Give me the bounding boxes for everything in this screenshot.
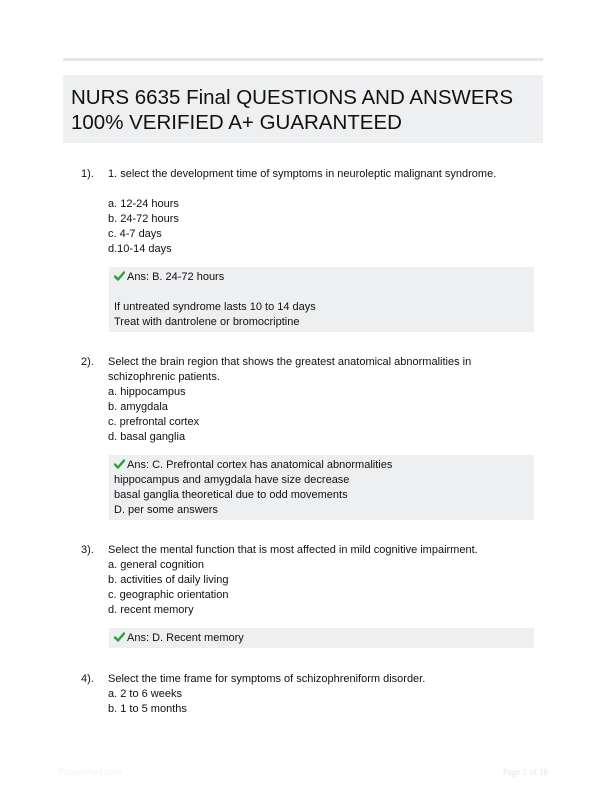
check-icon bbox=[114, 632, 125, 642]
option: c. geographic orientation bbox=[108, 589, 229, 601]
question-text-line-2: schizophrenic patients. bbox=[108, 371, 220, 383]
answer-line bbox=[114, 270, 224, 285]
option: b. amygdala bbox=[108, 401, 168, 413]
option: b. 1 to 5 months bbox=[108, 703, 187, 715]
answer-box bbox=[109, 628, 534, 648]
option: b. 24-72 hours bbox=[108, 213, 179, 225]
footer-watermark: PaperShelf.com bbox=[58, 767, 123, 777]
answer-line: basal ganglia theoretical due to odd movements bbox=[114, 489, 348, 501]
answer-line: D. per some answers bbox=[114, 504, 218, 516]
answer-line: If untreated syndrome lasts 10 to 14 days bbox=[114, 301, 316, 313]
question-text-line-1: Select the brain region that shows the greatest anatomical abnormalities in bbox=[108, 356, 472, 368]
top-divider bbox=[63, 58, 543, 61]
answer-text: Ans: D. Recent memory bbox=[127, 632, 244, 644]
title-line-2: 100% VERIFIED A+ GUARANTEED bbox=[71, 111, 402, 134]
option: a. hippocampus bbox=[108, 386, 186, 398]
option: a. general cognition bbox=[108, 559, 205, 571]
check-icon bbox=[114, 459, 125, 469]
question-number: 1). bbox=[81, 168, 94, 180]
title-banner bbox=[63, 75, 543, 143]
answer-text: Ans: B. 24-72 hours bbox=[127, 271, 225, 283]
title-line-1: NURS 6635 Final QUESTIONS AND ANSWERS bbox=[71, 86, 514, 109]
option: d. recent memory bbox=[108, 604, 194, 616]
page-number: Page 1 of 18 bbox=[502, 767, 548, 777]
check-icon bbox=[114, 271, 125, 281]
question-number: 3). bbox=[81, 544, 94, 556]
option: c. 4-7 days bbox=[108, 228, 162, 240]
answer-line bbox=[114, 458, 392, 473]
question-text: Select the mental function that is most affected in mild cognitive impairment. bbox=[108, 544, 478, 556]
document-title bbox=[71, 85, 535, 135]
answer-line bbox=[114, 631, 244, 646]
answer-line: Treat with dantrolene or bromocriptine bbox=[114, 316, 300, 328]
option: d.10-14 days bbox=[108, 243, 172, 255]
option: a. 2 to 6 weeks bbox=[108, 688, 182, 700]
option: b. activities of daily living bbox=[108, 574, 229, 586]
option: d. basal ganglia bbox=[108, 431, 186, 443]
answer-box bbox=[109, 455, 534, 520]
option: a. 12-24 hours bbox=[108, 198, 179, 210]
answer-box bbox=[109, 267, 534, 332]
question-text: Select the time frame for symptoms of schizophreniform disorder. bbox=[108, 673, 426, 685]
question-number: 4). bbox=[81, 673, 94, 685]
answer-line: hippocampus and amygdala have size decrease bbox=[114, 474, 350, 486]
answer-text: Ans: C. Prefrontal cortex has anatomical abnormalities bbox=[127, 459, 393, 471]
option: c. prefrontal cortex bbox=[108, 416, 200, 428]
question-number: 2). bbox=[81, 356, 94, 368]
question-text: 1. select the development time of symptoms in neuroleptic malignant syndrome. bbox=[108, 168, 497, 180]
